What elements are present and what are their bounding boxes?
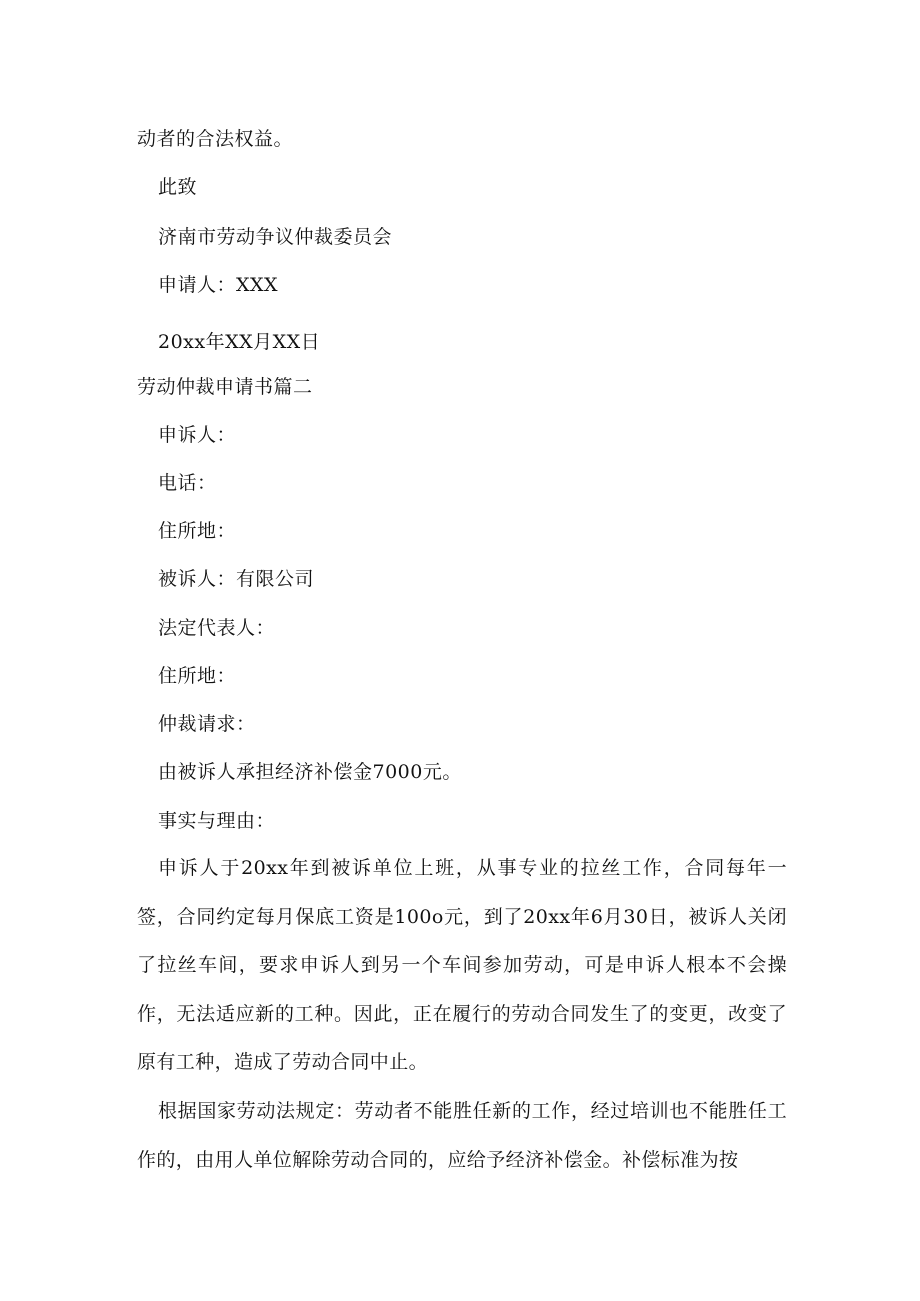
applicant-signature: 申请人：XXX [158, 274, 279, 296]
facts-paragraph: 申诉人于20xx年到被诉单位上班，从事专业的拉丝工作，合同每年一签，合同约定每月保底工资是100o元，到了20xx年6月30日，被诉人关闭了拉丝车间，要求申诉人到另一个车间参加劳动，可是申诉人根本不会操作，无法适应新的工种。因此，正在履行的劳动合同发生了的变更，改变了原有工种，造成了劳动合同中止。 [137, 857, 787, 1073]
text-line-closing: 动者的合法权益。 [137, 128, 294, 150]
legal-basis-paragraph: 根据国家劳动法规定：劳动者不能胜任新的工作，经过培训也不能胜任工作的，由用人单位解除劳动合同的，应给予经济补偿金。补偿标准为按 [137, 1100, 787, 1171]
facts-reasons-heading: 事实与理由： [158, 810, 276, 832]
field-respondent: 被诉人：有限公司 [158, 568, 315, 590]
recipient: 济南市劳动争议仲裁委员会 [158, 226, 393, 248]
field-legal-representative: 法定代表人： [158, 617, 276, 639]
field-phone: 电话： [158, 472, 217, 494]
field-respondent-address: 住所地： [158, 665, 237, 687]
section-title: 劳动仲裁申请书篇二 [137, 376, 313, 398]
field-address: 住所地： [158, 520, 237, 542]
field-complainant: 申诉人： [158, 424, 237, 446]
date-line: 20xx年XX月XX日 [158, 331, 321, 353]
salutation: 此致 [158, 176, 198, 198]
arbitration-request-text: 由被诉人承担经济补偿金7000元。 [158, 761, 462, 783]
arbitration-request-heading: 仲裁请求： [158, 713, 256, 735]
